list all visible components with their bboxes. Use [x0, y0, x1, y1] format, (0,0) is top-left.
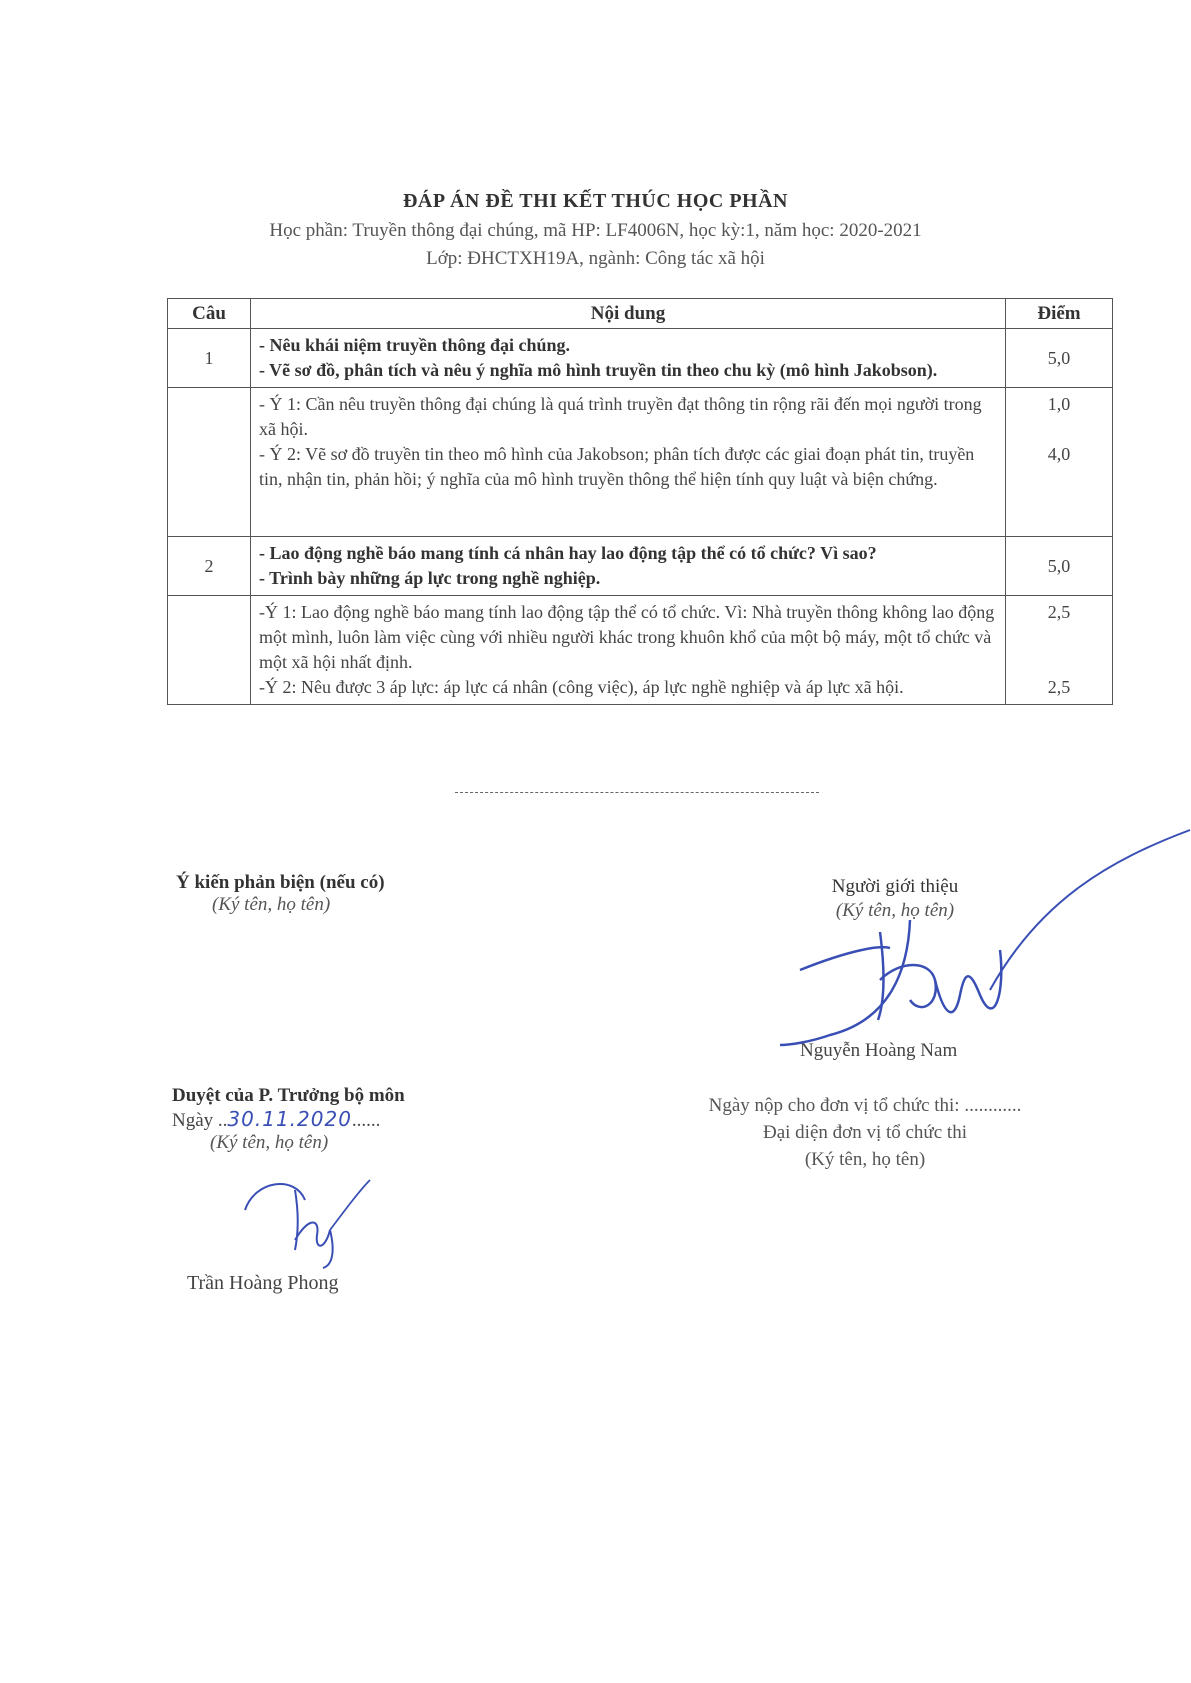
question-score: 5,0 [1006, 329, 1113, 388]
organizer-representative: Đại diện đơn vị tổ chức thi [763, 1122, 967, 1143]
answer-scores [1006, 596, 1113, 705]
question-text [251, 329, 1006, 388]
question-number: 1 [168, 329, 251, 388]
organizer-note: (Ký tên, họ tên) [804, 1149, 926, 1170]
department-approval-block [172, 1085, 405, 1154]
answer-scores [1006, 388, 1113, 537]
approval-note: (Ký tên, họ tên) [210, 1132, 329, 1153]
point-score: 1,0 [1047, 394, 1071, 414]
exam-organizer-block [665, 1092, 1065, 1173]
answer-point: -Ý 1: Lao động nghề báo mang tính lao động tập thể có tổ chức. Vì: Nhà truyền thông không lao động một mình, luôn làm việc cùng với nhiều người khác trong khuôn khổ của một bộ máy, một tổ chức và một xã hội nhất định. [259, 602, 995, 672]
introducer-heading: Người giới thiệu [831, 876, 959, 897]
question-line: - Trình bày những áp lực trong nghề nghiệp. [259, 568, 601, 588]
class-info: Lớp: ĐHCTXH19A, ngành: Công tác xã hội [426, 248, 765, 269]
answer-number-cell [168, 388, 251, 537]
introducer-note: (Ký tên, họ tên) [835, 900, 955, 921]
question-text [251, 537, 1006, 596]
course-info: Học phần: Truyền thông đại chúng, mã HP: LF4006N, học kỳ:1, năm học: 2020-2021 [269, 220, 922, 241]
answer-text [251, 596, 1006, 705]
point-score: 2,5 [1047, 602, 1071, 622]
question-row-1 [168, 329, 1113, 388]
department-head-name: Trần Hoàng Phong [187, 1272, 339, 1294]
question-line: - Lao động nghề báo mang tính cá nhân hay lao động tập thể có tổ chức? Vì sao? [259, 543, 877, 563]
reviewer-note: (Ký tên, họ tên) [212, 894, 331, 915]
header-content: Nội dung [251, 299, 1006, 329]
date-prefix: Ngày .. [172, 1110, 228, 1131]
answer-number-cell [168, 596, 251, 705]
answer-point: - Ý 2: Vẽ sơ đồ truyền tin theo mô hình của Jakobson; phân tích được các giai đoạn phát tin, truyền tin, nhận tin, phản hồi; ý nghĩa của mô hình truyền thông thể hiện tính quy luật và biện chứng. [259, 444, 975, 489]
header-score: Điểm [1006, 299, 1113, 329]
point-score: 4,0 [1047, 444, 1071, 464]
answer-row-2 [168, 596, 1113, 705]
submission-date-line: Ngày nộp cho đơn vị tổ chức thi: ............ [708, 1095, 1022, 1116]
question-score: 5,0 [1006, 537, 1113, 596]
question-number: 2 [168, 537, 251, 596]
question-row-2 [168, 537, 1113, 596]
approval-heading: Duyệt của P. Trưởng bộ môn [172, 1085, 405, 1106]
answer-point: -Ý 2: Nêu được 3 áp lực: áp lực cá nhân (công việc), áp lực nghề nghiệp và áp lực xã hội. [259, 677, 904, 697]
introducer-signature [760, 820, 1190, 1060]
date-suffix: ...... [351, 1110, 381, 1131]
answer-row-1 [168, 388, 1113, 537]
answer-text [251, 388, 1006, 537]
reviewer-block [176, 872, 385, 916]
question-line: - Nêu khái niệm truyền thông đại chúng. [259, 335, 571, 355]
table-header-row [168, 299, 1113, 329]
introducer-name: Nguyễn Hoàng Nam [800, 1040, 958, 1061]
reviewer-heading: Ý kiến phản biện (nếu có) [176, 872, 385, 893]
separator-line [455, 792, 819, 793]
header-question: Câu [168, 299, 251, 329]
answer-table [167, 298, 1113, 705]
document-title: ĐÁP ÁN ĐỀ THI KẾT THÚC HỌC PHẦN [402, 190, 788, 212]
approval-date [172, 1107, 405, 1132]
answer-point: - Ý 1: Cần nêu truyền thông đại chúng là quá trình truyền đạt thông tin rộng rãi đến mọi người trong xã hội. [259, 394, 982, 439]
point-score: 2,5 [1047, 677, 1071, 697]
question-line: - Vẽ sơ đồ, phân tích và nêu ý nghĩa mô hình truyền tin theo chu kỳ (mô hình Jakobson). [259, 360, 938, 380]
handwritten-date: 30.11.2020 [227, 1107, 352, 1131]
department-head-signature [225, 1170, 395, 1270]
